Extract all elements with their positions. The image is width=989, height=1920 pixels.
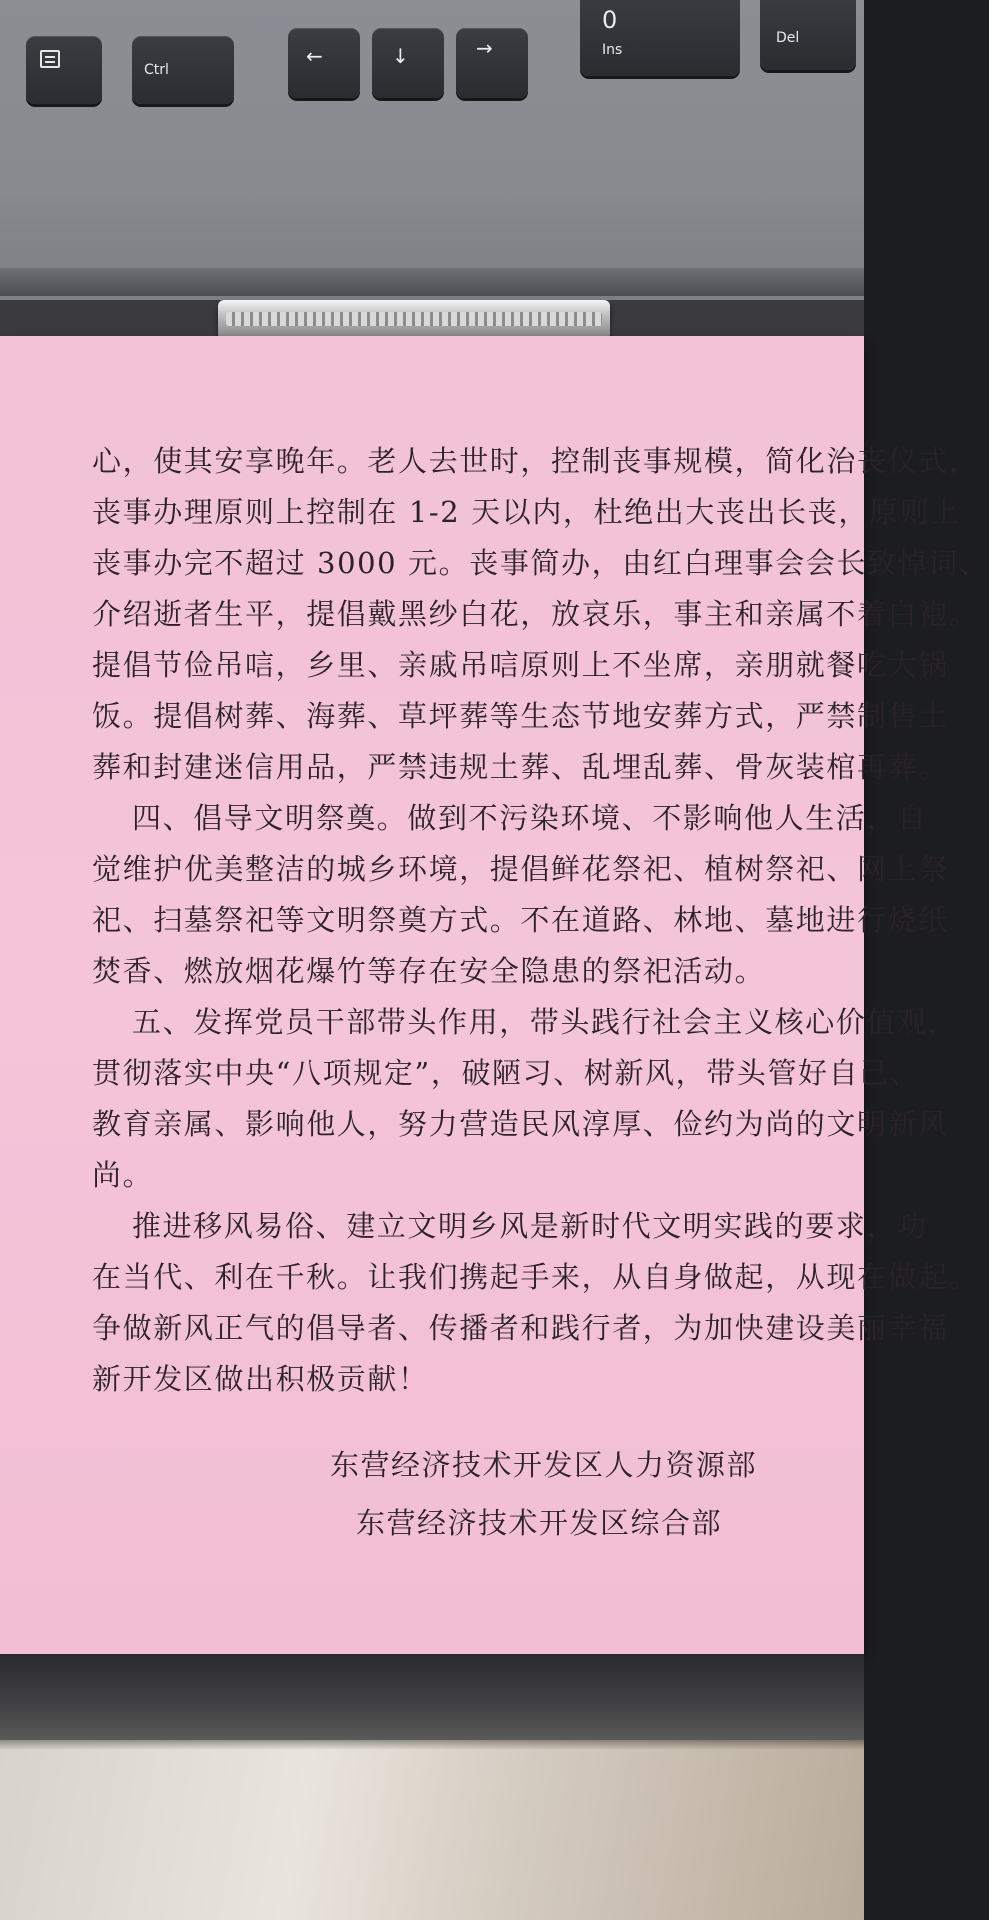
section-5-line: 教育亲属、影响他人，努力营造民风淳厚、俭约为尚的文明新风 — [92, 1107, 949, 1141]
signature-general-department: 东营经济技术开发区综合部 — [356, 1506, 723, 1540]
body-line: 心，使其安享晚年。老人去世时，控制丧事规模，简化治丧仪式， — [92, 444, 980, 478]
body-line: 丧事办完不超过 3000 元。丧事简办，由红白理事会会长致悼词、 — [92, 546, 989, 580]
right-arrow-key[interactable] — [456, 28, 528, 98]
document-paper — [0, 336, 989, 1654]
closing-line: 新开发区做出积极贡献！ — [92, 1362, 429, 1396]
body-line: 饭。提倡树葬、海葬、草坪葬等生态节地安葬方式，严禁制售土 — [92, 699, 949, 733]
arrow-down-icon: ↓ — [392, 44, 409, 68]
ins-key[interactable] — [580, 0, 740, 76]
menu-icon — [40, 50, 60, 68]
document-body — [92, 436, 989, 1405]
body-line: 介绍逝者生平，提倡戴黑纱白花，放哀乐，事主和亲属不着白袍。 — [92, 597, 980, 631]
signature-block — [330, 1436, 758, 1552]
ins-key-label: Ins — [602, 42, 623, 58]
down-arrow-key[interactable] — [372, 28, 444, 98]
body-line: 提倡节俭吊唁，乡里、亲戚吊唁原则上不坐席，亲朋就餐吃大锅 — [92, 648, 949, 682]
del-key[interactable] — [760, 0, 856, 70]
menu-key[interactable] — [26, 36, 102, 104]
arrow-right-icon: → — [476, 36, 493, 60]
section-4-line: 四、倡导文明祭奠。做到不污染环境、不影响他人生活，自 — [132, 801, 928, 835]
board-bottom-edge — [0, 1654, 864, 1740]
ctrl-key-label: Ctrl — [144, 62, 169, 78]
binder-clip — [218, 300, 610, 340]
arrow-left-icon: ← — [306, 44, 323, 68]
section-5-line: 尚。 — [92, 1158, 154, 1192]
section-5-line: 贯彻落实中央“八项规定”，破陋习、树新风，带头管好自己、 — [92, 1056, 921, 1090]
desk-surface — [0, 1740, 864, 1920]
ins-key-zero: 0 — [602, 6, 618, 34]
left-arrow-key[interactable] — [288, 28, 360, 98]
section-4-line: 祀、扫墓祭祀等文明祭奠方式。不在道路、林地、墓地进行烧纸 — [92, 903, 949, 937]
del-key-label: Del — [776, 30, 800, 46]
body-line: 丧事办理原则上控制在 1-2 天以内，杜绝出大丧出长丧，原则上 — [92, 495, 961, 529]
closing-line: 推进移风易俗、建立文明乡风是新时代文明实践的要求，功 — [132, 1209, 928, 1243]
section-4-line: 觉维护优美整洁的城乡环境，提倡鲜花祭祀、植树祭祀、网上祭 — [92, 852, 949, 886]
signature-hr-department: 东营经济技术开发区人力资源部 — [330, 1448, 758, 1482]
body-line: 葬和封建迷信用品，严禁违规土葬、乱埋乱葬、骨灰装棺再葬。 — [92, 750, 949, 784]
keyboard — [0, 0, 864, 300]
keyboard-edge — [0, 268, 864, 296]
section-4-line: 焚香、燃放烟花爆竹等存在安全隐患的祭祀活动。 — [92, 954, 766, 988]
section-5-line: 五、发挥党员干部带头作用，带头践行社会主义核心价值观， — [132, 1005, 959, 1039]
closing-line: 在当代、利在千秋。让我们携起手来，从自身做起，从现在做起。 — [92, 1260, 980, 1294]
ctrl-key[interactable] — [132, 36, 234, 104]
closing-line: 争做新风正气的倡导者、传播者和践行者，为加快建设美丽幸福 — [92, 1311, 949, 1345]
